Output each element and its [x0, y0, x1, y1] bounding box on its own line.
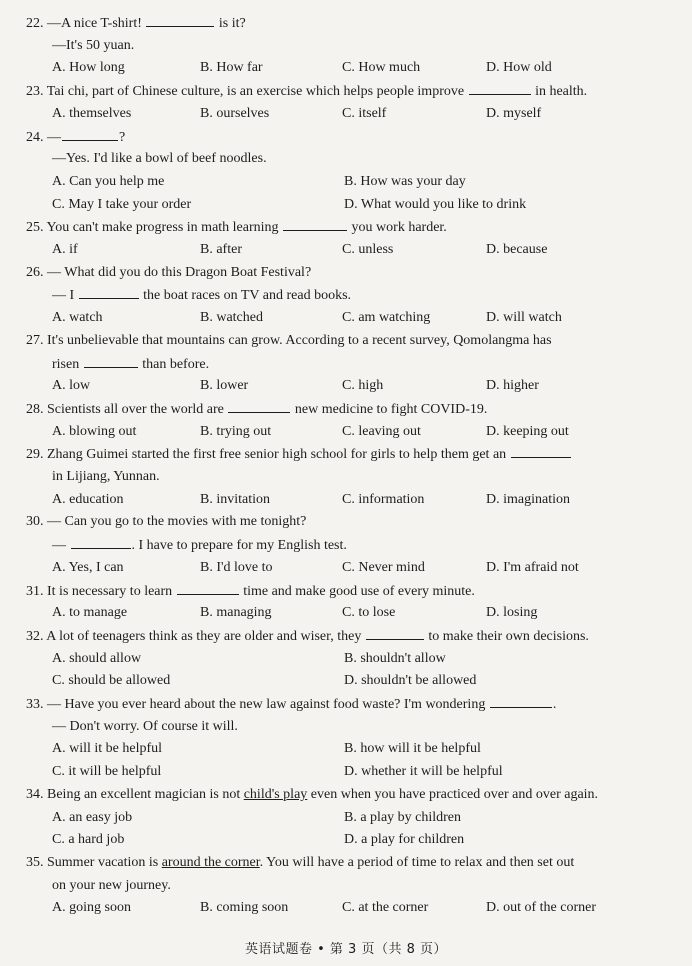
answer-option: A. an easy job — [52, 809, 133, 825]
question-text: is it? — [215, 16, 246, 31]
question-text: . I have to prepare for my English test. — [131, 538, 347, 554]
question-number: 22. — [26, 16, 47, 31]
question-text: — What did you do this Dragon Boat Festival? — [47, 264, 312, 280]
underlined-phrase: around the corner — [161, 854, 260, 870]
answer-option: C. unless — [342, 242, 394, 257]
answer-option: C. How much — [342, 60, 421, 76]
answer-blank — [62, 128, 118, 141]
question-text: to make their own decisions. — [424, 628, 589, 644]
answer-blank — [177, 582, 239, 595]
question-text: you work harder. — [348, 220, 447, 236]
question-31-line — [26, 582, 672, 601]
answer-option: D. will watch — [486, 310, 562, 326]
answer-option: D. out of the corner — [486, 900, 597, 916]
question-text: on your new journey. — [52, 877, 171, 893]
question-24-line — [52, 150, 672, 168]
answer-option: A. to manage — [52, 605, 128, 621]
underlined-phrase: child's play — [243, 786, 308, 802]
answer-blank — [146, 14, 214, 27]
question-number: 27. — [26, 332, 47, 348]
question-text: in Lijiang, Yunnan. — [52, 469, 160, 484]
question-33-line — [26, 695, 672, 714]
question-24-line — [26, 128, 672, 147]
answer-option: B. coming soon — [200, 900, 289, 916]
question-text: — Have you ever heard about the new law against food waste? I'm wondering — [47, 697, 489, 712]
question-number: 23. — [26, 84, 47, 100]
question-number: 34. — [26, 786, 47, 802]
answer-blank — [283, 218, 347, 231]
question-number: 26. — [26, 264, 47, 280]
answer-option: B. I'd love to — [200, 559, 273, 575]
question-number: 35. — [26, 854, 47, 870]
question-text: ? — [119, 129, 126, 145]
answer-option: A. How long — [52, 60, 125, 76]
answer-option: D. a play for children — [344, 832, 465, 848]
answer-option: D. shouldn't be allowed — [344, 673, 477, 689]
answer-option: A. themselves — [52, 105, 132, 121]
answer-blank — [511, 445, 571, 458]
answer-option: D. keeping out — [486, 423, 569, 439]
answer-blank — [469, 82, 531, 95]
answer-blank — [71, 536, 131, 549]
answer-blank — [79, 286, 139, 299]
question-number: 24. — [26, 129, 47, 145]
question-26-line — [26, 264, 672, 282]
question-text: — — [52, 538, 70, 554]
answer-option: D. myself — [486, 105, 542, 121]
answer-option: A. education — [52, 491, 124, 507]
question-text: than before. — [138, 356, 210, 372]
question-text: — — [47, 129, 61, 145]
question-text: You can't make progress in math learning — [46, 220, 283, 236]
answer-option: A. should allow — [52, 650, 142, 666]
question-22-line — [52, 37, 672, 55]
answer-option: B. trying out — [200, 423, 272, 439]
question-text: It is necessary to learn — [47, 583, 176, 599]
question-text: —It's 50 yuan. — [52, 37, 135, 53]
answer-option: A. will it be helpful — [52, 741, 163, 757]
answer-option: D. How old — [486, 60, 552, 76]
question-number: 25. — [26, 220, 47, 236]
answer-option: C. high — [342, 378, 384, 394]
question-text: It's unbelievable that mountains can grow. According to a recent survey, Qomolangma has — [47, 332, 552, 348]
question-text: — Don't worry. Of course it will. — [52, 718, 238, 734]
answer-option: B. ourselves — [200, 105, 270, 121]
question-35-line — [26, 854, 672, 872]
answer-option: D. imagination — [486, 491, 570, 507]
answer-blank — [228, 400, 290, 413]
question-26-line — [52, 286, 672, 305]
question-23-line — [26, 82, 672, 101]
answer-option: C. leaving out — [342, 423, 421, 439]
question-number: 30. — [26, 514, 47, 530]
answer-option: B. lower — [200, 378, 249, 394]
answer-option: D. whether it will be helpful — [344, 764, 503, 780]
question-text: new medicine to fight COVID-19. — [291, 401, 488, 417]
question-number: 33. — [26, 697, 47, 712]
question-text: —A nice T-shirt! — [47, 16, 146, 31]
question-30-line — [52, 536, 672, 555]
answer-option: B. how will it be helpful — [344, 741, 481, 757]
answer-option: C. itself — [342, 105, 387, 121]
question-27-line — [26, 332, 672, 350]
question-22-line — [26, 14, 672, 33]
question-30-line — [26, 513, 672, 531]
answer-option: D. I'm afraid not — [486, 559, 579, 575]
question-text: the boat races on TV and read books. — [139, 288, 352, 304]
answer-option: B. How was your day — [344, 173, 466, 189]
answer-option: A. going soon — [52, 900, 131, 916]
answer-option: B. watched — [200, 310, 263, 326]
answer-blank — [490, 695, 552, 708]
question-text: . You will have a period of time to relax and then set out — [259, 854, 575, 870]
question-25-line — [26, 218, 672, 237]
answer-option: C. Never mind — [342, 559, 425, 575]
question-text: Scientists all over the world are — [47, 401, 228, 417]
question-33-line — [52, 718, 672, 736]
question-number: 32. — [26, 628, 47, 644]
question-text: Tai chi, part of Chinese culture, is an exercise which helps people improve — [46, 84, 468, 100]
answer-option: C. a hard job — [52, 832, 125, 848]
page-footer: 英语试题卷 • 第 3 页（共 8 页） — [244, 942, 447, 957]
answer-option: D. What would you like to drink — [344, 196, 527, 212]
answer-option: A. watch — [52, 310, 103, 326]
answer-option: D. losing — [486, 605, 538, 621]
answer-option: C. should be allowed — [52, 673, 171, 689]
answer-blank — [84, 355, 138, 368]
question-text: Being an excellent magician is not — [47, 786, 244, 802]
question-number: 28. — [26, 401, 47, 417]
question-text: —Yes. I'd like a bowl of beef noodles. — [52, 151, 267, 167]
answer-option: C. May I take your order — [52, 196, 192, 212]
question-32-line — [26, 627, 672, 646]
question-text: time and make good use of every minute. — [239, 583, 475, 599]
answer-option: C. it will be helpful — [52, 764, 162, 780]
answer-option: D. higher — [486, 378, 539, 394]
question-29-line — [26, 445, 672, 464]
question-text: Summer vacation is — [47, 854, 162, 870]
question-text: Zhang Guimei started the first free senior high school for girls to help them get an — [47, 447, 510, 463]
question-text: — I — [52, 288, 78, 304]
answer-option: B. managing — [200, 605, 272, 621]
answer-option: A. Yes, I can — [52, 559, 124, 575]
answer-option: B. a play by children — [344, 809, 462, 825]
question-text: even when you have practiced over and over again. — [307, 786, 599, 802]
answer-option: A. if — [52, 242, 78, 257]
answer-option: D. because — [486, 242, 548, 257]
answer-option: C. am watching — [342, 310, 431, 326]
question-text: A lot of teenagers think as they are older and wiser, they — [46, 628, 365, 644]
answer-option: C. to lose — [342, 605, 396, 621]
answer-option: C. at the corner — [342, 900, 429, 916]
question-text: in health. — [531, 84, 588, 100]
question-text: risen — [52, 356, 83, 372]
answer-blank — [366, 627, 424, 640]
question-text: — Can you go to the movies with me tonight? — [47, 514, 307, 530]
question-35-line — [52, 877, 672, 895]
answer-option: A. Can you help me — [52, 173, 165, 189]
answer-option: B. invitation — [200, 491, 270, 507]
question-text: . — [552, 697, 557, 712]
answer-option: A. low — [52, 378, 91, 394]
answer-option: C. information — [342, 491, 425, 507]
question-number: 29. — [26, 447, 47, 463]
question-27-line — [52, 355, 672, 374]
question-number: 31. — [26, 583, 47, 599]
question-28-line — [26, 400, 672, 419]
question-29-line — [52, 468, 672, 486]
answer-option: A. blowing out — [52, 423, 137, 439]
question-34-line — [26, 786, 672, 804]
answer-option: B. How far — [200, 60, 263, 76]
answer-option: B. after — [200, 242, 242, 257]
answer-option: B. shouldn't allow — [344, 650, 446, 666]
